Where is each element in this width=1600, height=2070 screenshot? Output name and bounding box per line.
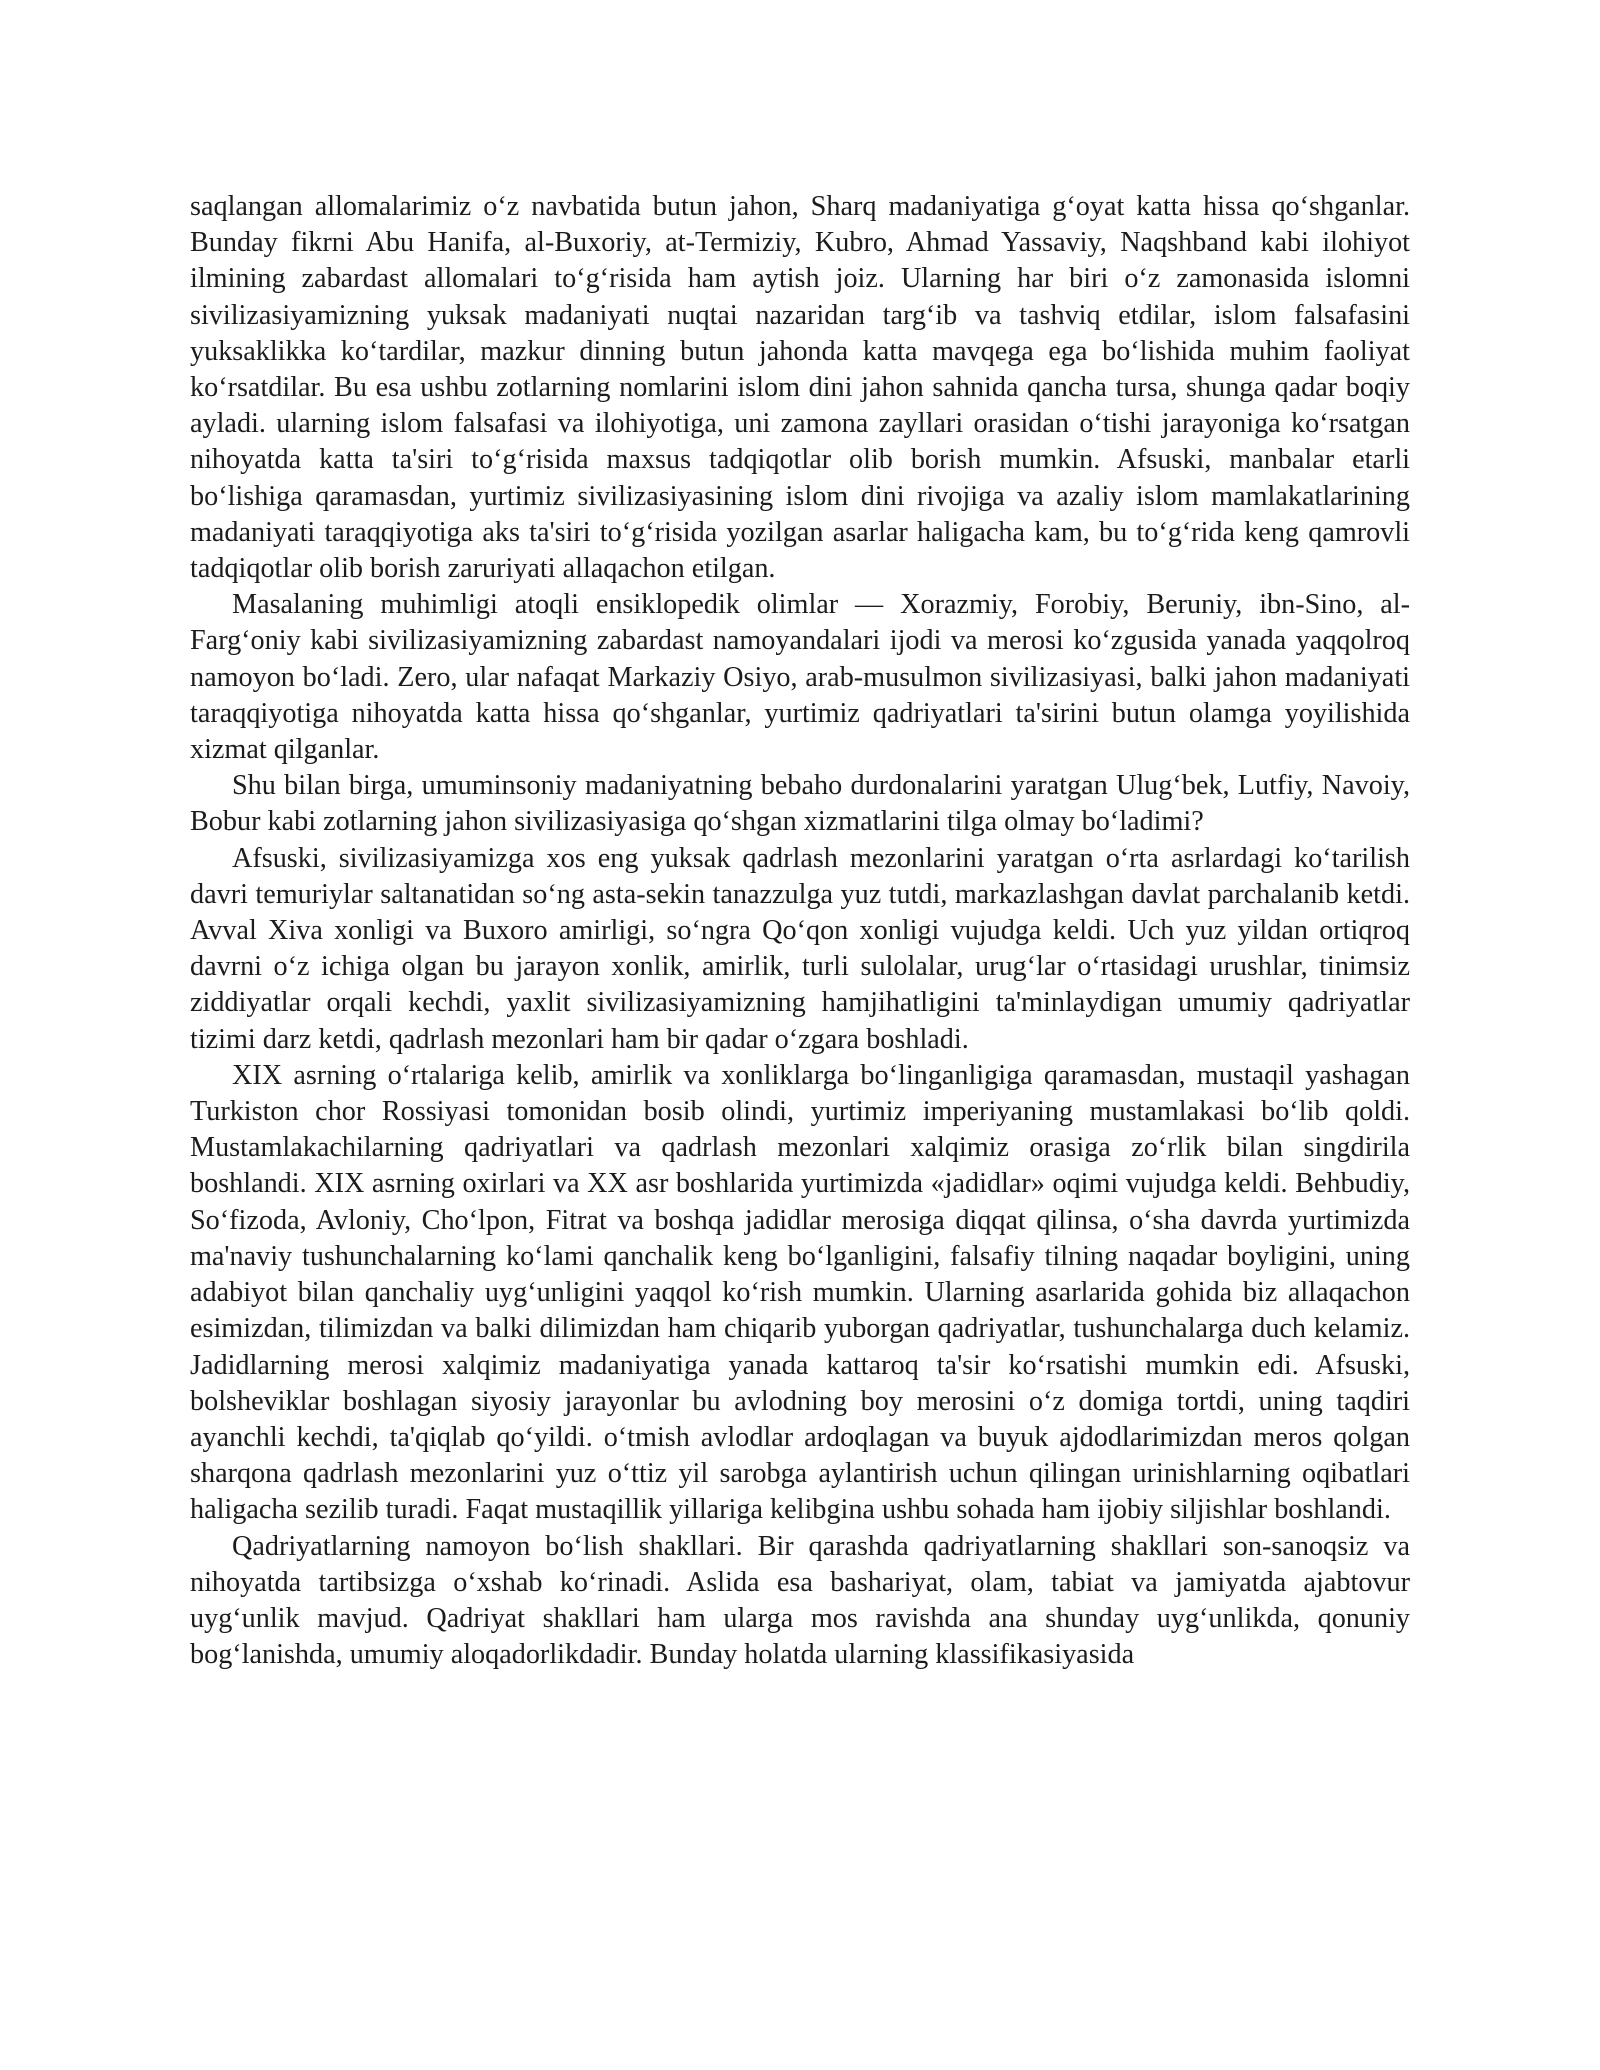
paragraph-5: XIX asrning o‘rtalariga kelib, amirlik va xonliklarga bo‘linganligiga qaramasdan, mustaqil yashagan Turkiston chor Rossiyasi tomonidan bosib olindi, yurtimiz imperiyaning mustamlakasi bo‘lib qoldi. Mustamlakachilarning qadriyatlari va qadrlash mezonlari xalqimiz orasiga zo‘rlik bilan singdirila boshlandi. XIX asrning oxirlari va XX asr boshlarida yurtimizda «jadidlar» oqimi vujudga keldi. Behbudiy, So‘fizoda, Avloniy, Cho‘lpon, Fitrat va boshqa jadidlar merosiga diqqat qilinsa, o‘sha davrda yurtimizda ma'naviy tushunchalarning ko‘lami qanchalik keng bo‘lganligini, falsafiy tilning naqadar boyligini, uning adabiyot bilan qanchaliy uyg‘unligini yaqqol ko‘rish mumkin. Ularning asarlarida gohida biz allaqachon esimizdan, tilimizdan va balki dilimizdan ham chiqarib yuborgan qadriyatlar, tushunchalarga duch kelamiz. Jadidlarning merosi xalqimiz madaniyatiga yanada kattaroq ta'sir ko‘rsatishi mumkin edi. Afsuski, bolsheviklar boshlagan siyosiy jarayonlar bu avlodning boy merosini o‘z domiga tortdi, uning taqdiri ayanchli kechdi, ta'qiqlab qo‘yildi. o‘tmish avlodlar ardoqlagan va buyuk ajdodlarimizdan meros qolgan sharqona qadrlash mezonlarini yuz o‘ttiz yil sarobga aylantirish uchun qilingan urinishlarning oqibatlari haligacha sezilib turadi. Faqat mustaqillik yillariga kelibgina ushbu sohada ham ijobiy siljishlar boshlandi. [190, 1059, 1410, 1526]
paragraph-2: Masalaning muhimligi atoqli ensiklopedik olimlar — Xorazmiy, Forobiy, Beruniy, ibn-Sino, al-Farg‘oniy kabi sivilizasiyamizning zabardast namoyandalari ijodi va merosi ko‘zgusida yanada yaqqolroq namoyon bo‘ladi. Zero, ular nafaqat Markaziy Osiyo, arab-musulmon sivilizasiyasi, balki jahon madaniyati taraqqiyotiga nihoyatda katta hissa qo‘shganlar, yurtimiz qadriyatlari ta'sirini butun olamga yoyilishida xizmat qilganlar. [190, 589, 1410, 766]
body-text [190, 189, 1410, 1673]
paragraph-4: Afsuski, sivilizasiyamizga xos eng yuksak qadrlash mezonlarini yaratgan o‘rta asrlardagi ko‘tarilish davri temuriylar saltanatidan so‘ng asta-sekin tanazzulga yuz tutdi, markazlashgan davlat parchalanib ketdi. Avval Xiva xonligi va Buxoro amirligi, so‘ngra Qo‘qon xonligi vujudga keldi. Uch yuz yildan ortiqroq davrni o‘z ichiga olgan bu jarayon xonlik, amirlik, turli sulolalar, urug‘lar o‘rtasidagi urushlar, tinimsiz ziddiyatlar orqali kechdi, yaxlit sivilizasiyamizning hamjihatligini ta'minlaydigan umumiy qadriyatlar tizimi darz ketdi, qadrlash mezonlari ham bir qadar o‘zgara boshladi. [190, 842, 1410, 1055]
paragraph-3: Shu bilan birga, umuminsoniy madaniyatning bebaho durdonalarini yaratgan Ulug‘bek, Lutfiy, Navoiy, Bobur kabi zotlarning jahon sivilizasiyasiga qo‘shgan xizmatlarini tilga olmay bo‘ladimi? [190, 770, 1410, 838]
paragraph-1: saqlangan allomalarimiz o‘z navbatida butun jahon, Sharq madaniyatiga g‘oyat katta hissa qo‘shganlar. Bunday fikrni Abu Hanifa, al-Buxoriy, at-Termiziy, Kubro, Ahmad Yassaviy, Naqshband kabi ilohiyot ilmining zabardast allomalari to‘g‘risida ham aytish joiz. Ularning har biri o‘z zamonasida islomni sivilizasiyamizning yuksak madaniyati nuqtai nazaridan targ‘ib va tashviq etdilar, islom falsafasini yuksaklikka ko‘tardilar, mazkur dinning butun jahonda katta mavqega ega bo‘lishida muhim faoliyat ko‘rsatdilar. Bu esa ushbu zotlarning nomlarini islom dini jahon sahnida qancha tursa, shunga qadar boqiy ayladi. ularning islom falsafasi va ilohiyotiga, uni zamona zayllari orasidan o‘tishi jarayoniga ko‘rsatgan nihoyatda katta ta'siri to‘g‘risida maxsus tadqiqotlar olib borish mumkin. Afsuski, manbalar etarli bo‘lishiga qaramasdan, yurtimiz sivilizasiyasining islom dini rivojiga va azaliy islom mamlakatlarining madaniyati taraqqiyotiga aks ta'siri to‘g‘risida yozilgan asarlar haligacha kam, bu to‘g‘rida keng qamrovli tadqiqotlar olib borish zaruriyati allaqachon etilgan. [190, 191, 1410, 585]
paragraph-6: Qadriyatlarning namoyon bo‘lish shakllari. Bir qarashda qadriyatlarning shakllari son-sanoqsiz va nihoyatda tartibsizga o‘xshab ko‘rinadi. Aslida esa bashariyat, olam, tabiat va jamiyatda ajabtovur uyg‘unlik mavjud. Qadriyat shakllari ham ularga mos ravishda ana shunday uyg‘unlikda, qonuniy bog‘lanishda, umumiy aloqadorlikdadir. Bunday holatda ularning klassifikasiyasida [190, 1530, 1410, 1671]
